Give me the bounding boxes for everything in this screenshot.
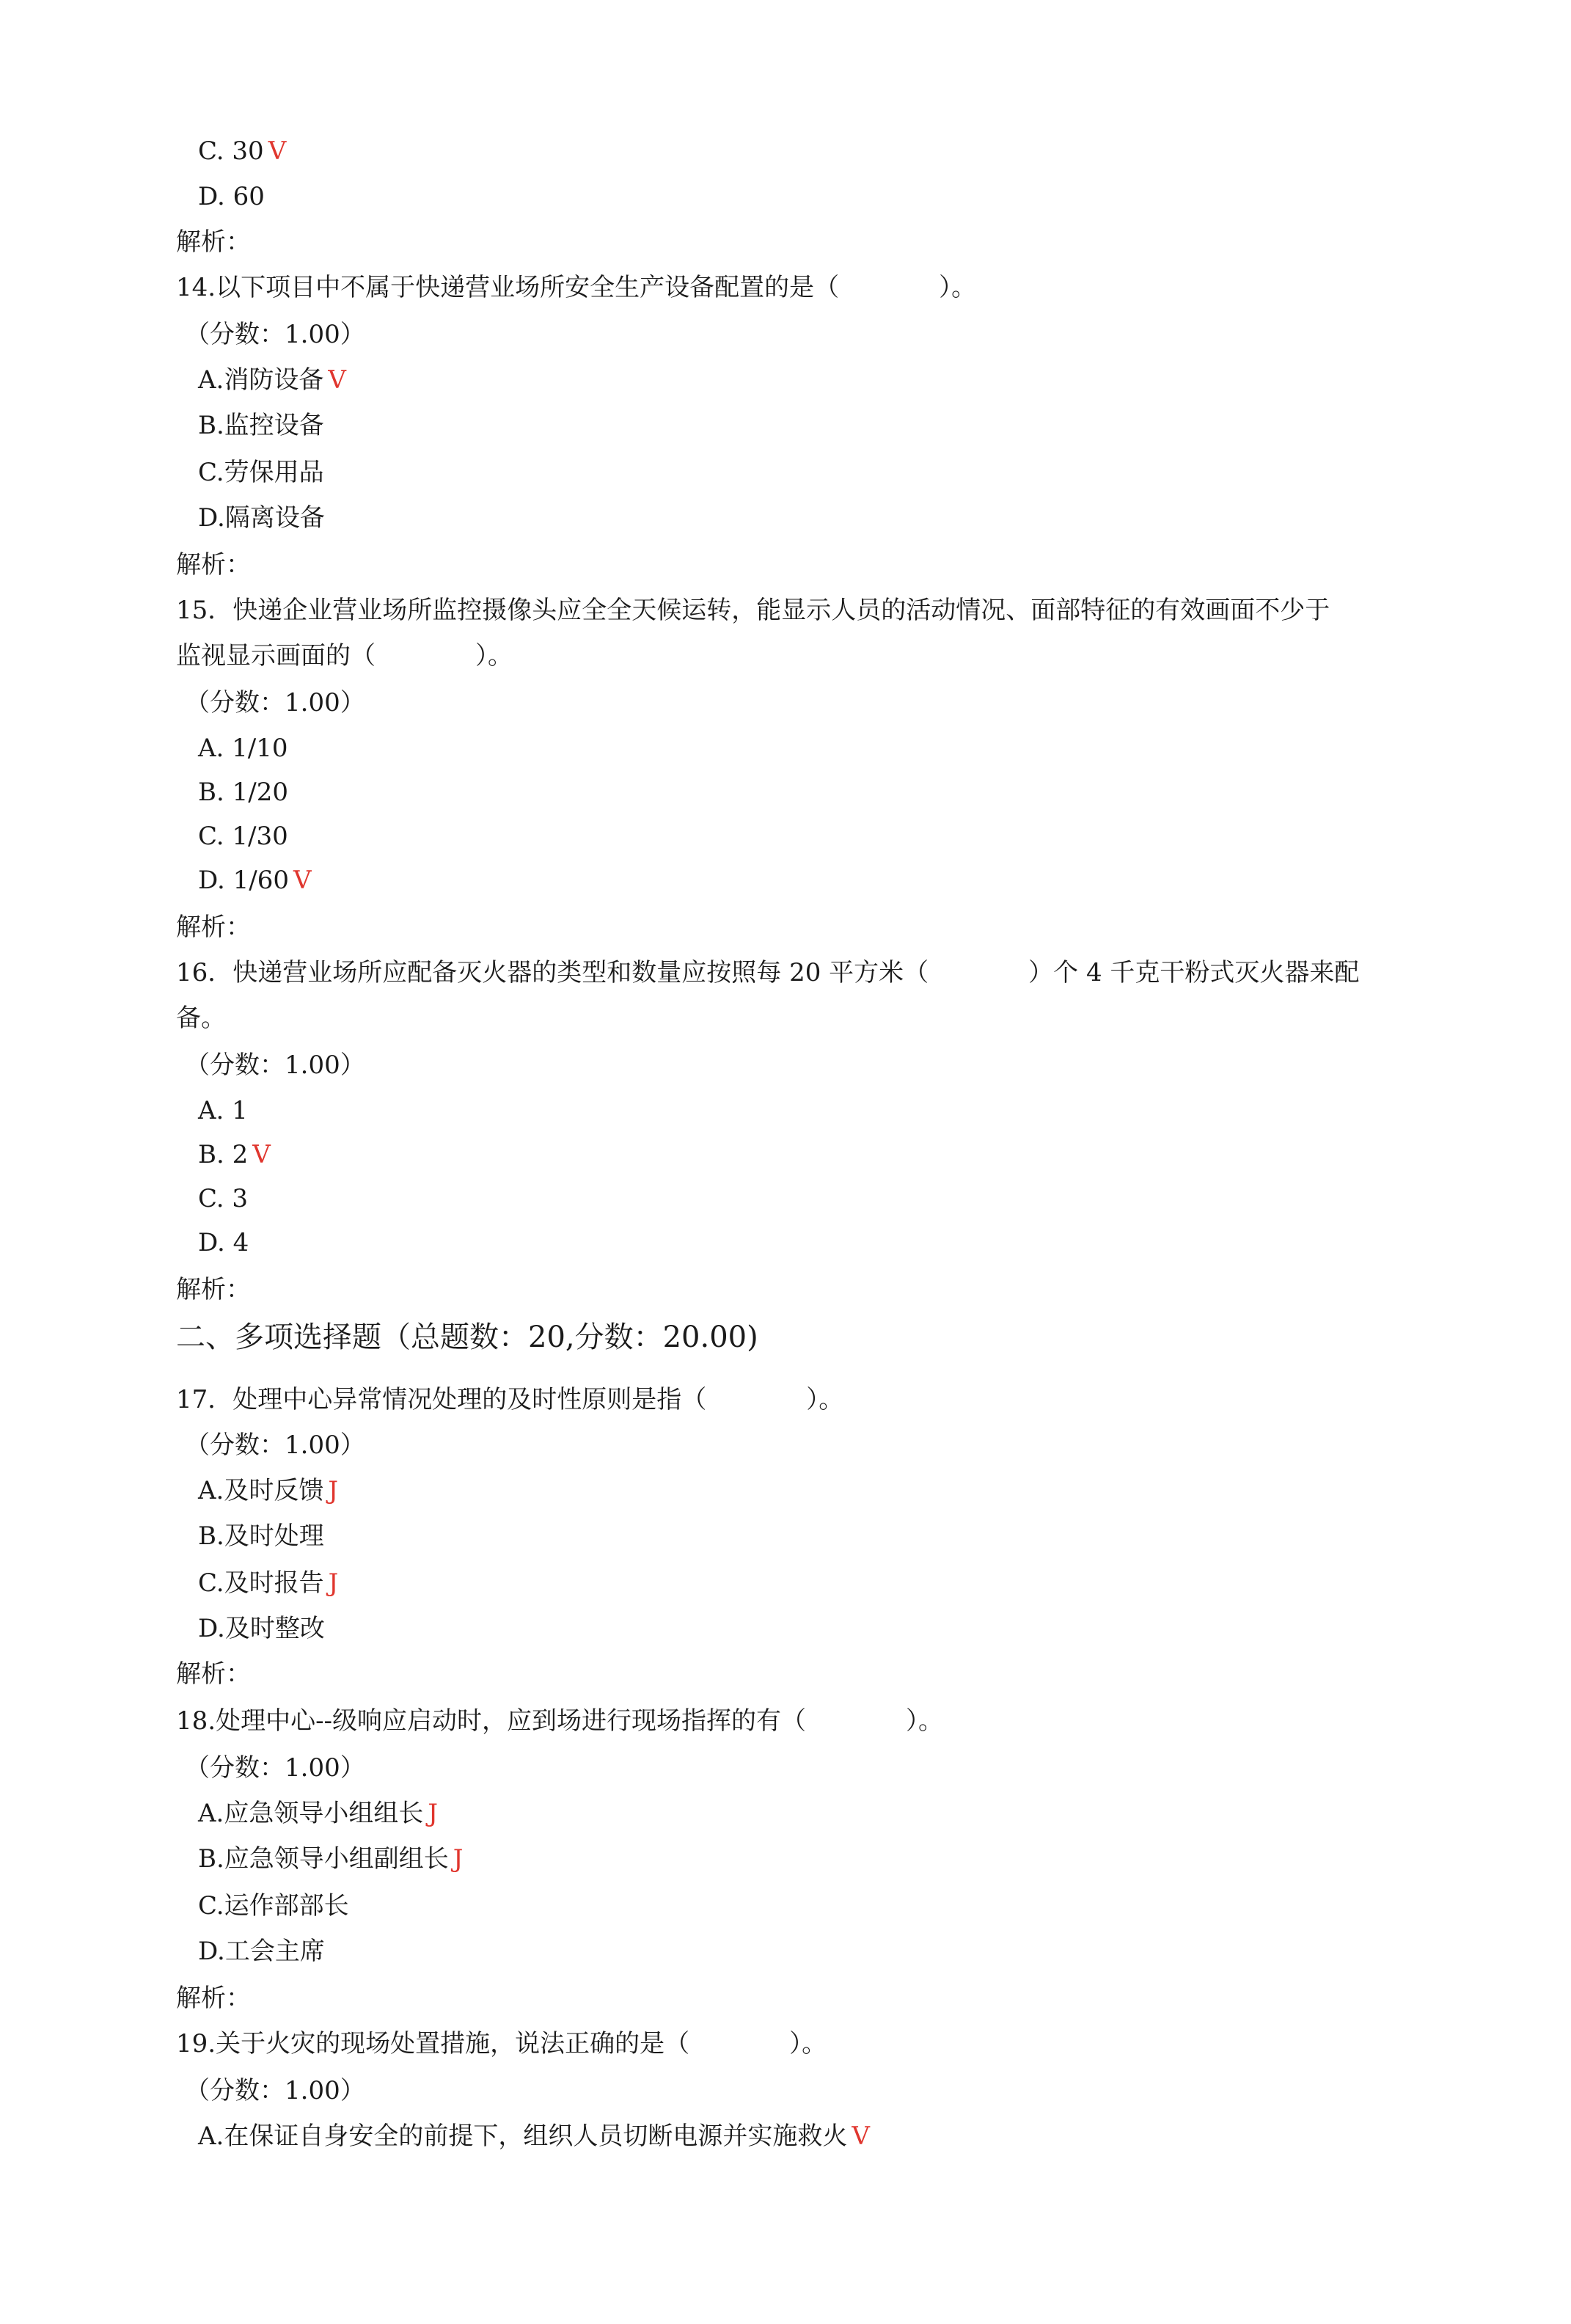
analysis-label: 解析： <box>176 913 251 942</box>
score-label: （分数：1.00） <box>185 1050 365 1080</box>
answer-mark: V <box>268 136 287 166</box>
question-16-line2: 备。 <box>176 1004 226 1033</box>
answer-mark: J <box>428 1799 439 1828</box>
option-a: A.消防设备 V <box>198 365 346 395</box>
question-19: 19.关于火灾的现场处置措施，说法正确的是（ ）。 <box>176 2029 827 2058</box>
answer-mark: V <box>328 365 346 395</box>
option-b: B. 1/20 <box>198 778 288 807</box>
section-heading: 二、多项选择题（总题数：20,分数：20.00) <box>176 1320 758 1354</box>
option-d: D. 4 <box>198 1228 249 1257</box>
option-c: C.运作部部长 <box>198 1891 349 1921</box>
question-15-line1: 15．快递企业营业场所监控摄像头应全全天候运转，能显示人员的活动情况、面部特征的有效画面不少于 <box>176 596 1330 625</box>
answer-mark: V <box>293 866 312 895</box>
analysis-label: 解析： <box>176 227 251 257</box>
answer-mark: J <box>328 1476 339 1505</box>
option-b: B. 2 V <box>198 1140 271 1169</box>
option-c: C. 3 <box>198 1184 249 1213</box>
answer-mark: V <box>852 2122 870 2151</box>
option-d: D.隔离设备 <box>198 503 325 533</box>
option-c: C.劳保用品 <box>198 458 324 487</box>
question-14: 14.以下项目中不属于快递营业场所安全生产设备配置的是（ ）。 <box>176 273 977 302</box>
option-d: D.工会主席 <box>198 1937 325 1966</box>
score-label: （分数：1.00） <box>185 688 365 717</box>
answer-mark: J <box>453 1844 464 1874</box>
analysis-label: 解析： <box>176 1984 251 2013</box>
answer-mark: V <box>252 1140 271 1169</box>
option-a: A. 1 <box>198 1096 248 1125</box>
option-c: C. 1/30 <box>198 822 288 851</box>
question-17: 17．处理中心异常情况处理的及时性原则是指（ ）。 <box>176 1385 844 1414</box>
option-a: A.及时反馈 J <box>198 1476 339 1505</box>
analysis-label: 解析： <box>176 1659 251 1689</box>
option-b: B.应急领导小组副组长 J <box>198 1844 464 1874</box>
option-a: A.在保证自身安全的前提下，组织人员切断电源并实施救火 V <box>198 2122 870 2151</box>
question-18: 18.处理中心--级响应启动时，应到场进行现场指挥的有（ ）。 <box>176 1706 944 1736</box>
option-c: C. 30 V <box>198 136 287 166</box>
option-b: B.及时处理 <box>198 1521 324 1551</box>
score-label: （分数：1.00） <box>185 320 365 349</box>
option-d: D. 60 <box>198 182 265 211</box>
score-label: （分数：1.00） <box>185 1753 365 1783</box>
option-d: D. 1/60 V <box>198 866 312 895</box>
option-a: A. 1/10 <box>198 734 288 763</box>
answer-mark: J <box>328 1568 339 1598</box>
score-label: （分数：1.00） <box>185 1430 365 1460</box>
question-16-line1: 16．快递营业场所应配备灭火器的类型和数量应按照每 20 平方米（ ）个 4 千克干粉式灭火器来配 <box>176 958 1360 987</box>
option-a: A.应急领导小组组长 J <box>198 1799 439 1828</box>
analysis-label: 解析： <box>176 550 251 580</box>
option-c: C.及时报告 J <box>198 1568 339 1598</box>
option-d: D.及时整改 <box>198 1614 325 1643</box>
analysis-label: 解析： <box>176 1275 251 1304</box>
score-label: （分数：1.00） <box>185 2076 365 2105</box>
question-15-line2: 监视显示画面的（ ）。 <box>176 641 513 670</box>
option-b: B.监控设备 <box>198 411 324 440</box>
